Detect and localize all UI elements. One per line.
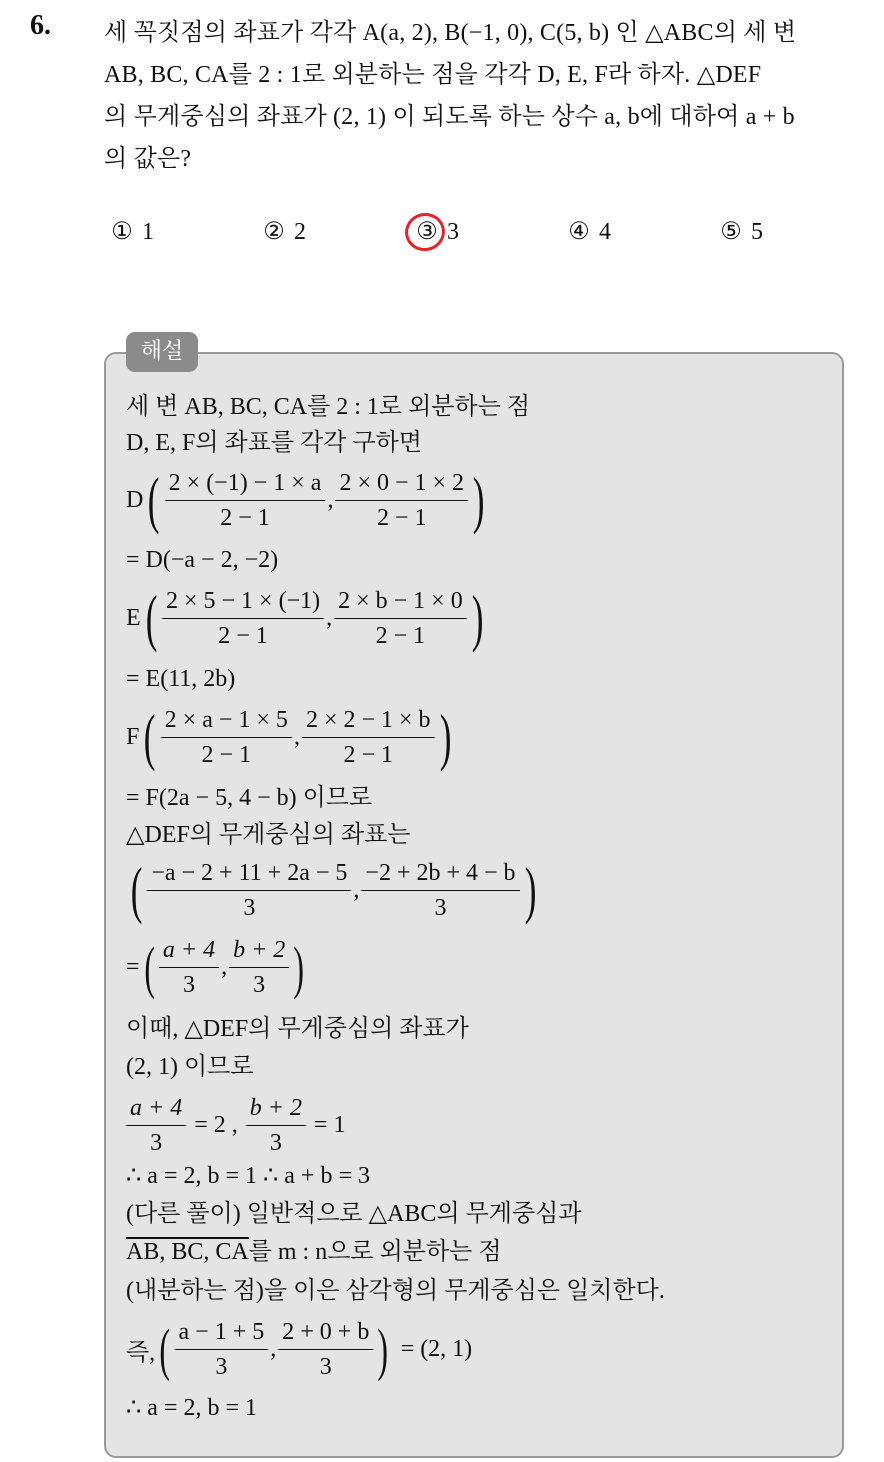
fraction <box>159 936 219 999</box>
left-paren: ( <box>145 582 158 653</box>
solution-line: = E(11, 2b) <box>126 666 236 692</box>
fraction <box>361 859 519 922</box>
denominator: 2 − 1 <box>161 737 292 769</box>
left-paren: ( <box>159 1316 171 1382</box>
fraction <box>302 706 435 769</box>
question-line: 의 무게중심의 좌표가 (2, 1) 이 되도록 하는 상수 a, b에 대하여 a + b <box>104 104 795 130</box>
comma: , <box>293 724 300 750</box>
fraction <box>335 469 468 532</box>
numerator: a + 4 <box>162 937 216 963</box>
numerator: 2 × 5 − 1 × (−1) <box>165 587 321 614</box>
equals-sign: = <box>126 954 140 980</box>
denominator: 3 <box>175 1349 269 1381</box>
solution-line: (내분하는 점)을 이은 삼각형의 무게중심은 일치한다. <box>126 1278 665 1304</box>
right-paren: ) <box>439 701 452 772</box>
question-line: AB, BC, CA를 2 : 1로 외분하는 점을 각각 D, E, F라 하자. △DEF <box>104 62 762 88</box>
question-line: 의 값은? <box>104 146 192 172</box>
solution-tag: 해설 <box>126 332 198 372</box>
overlined-segments: AB, BC, CA <box>126 1239 249 1265</box>
choice-marker: ① <box>111 219 133 245</box>
centroid-formula <box>126 854 541 925</box>
choice-marker: ③ <box>416 219 438 245</box>
numerator: 2 × b − 1 × 0 <box>338 587 463 614</box>
solution-line: ∴ a = 2, b = 1 <box>126 1395 257 1421</box>
solution-line: (2, 1) 이므로 <box>126 1054 254 1080</box>
centroid-simplified <box>126 936 309 999</box>
point-e-formula <box>126 582 488 653</box>
alternative-formula <box>126 1318 472 1381</box>
solution-line: △DEF의 무게중심의 좌표는 <box>126 822 411 848</box>
fraction <box>246 1094 306 1157</box>
choice-1[interactable] <box>108 210 154 254</box>
question-text <box>104 12 864 180</box>
question-line: 세 꼭짓점의 좌표가 각각 A(a, 2), B(−1, 0), C(5, b) 인 △ABC의 세 변 <box>104 20 797 46</box>
left-paren: ( <box>143 934 155 1000</box>
choice-marker: ② <box>263 219 285 245</box>
fraction <box>334 587 467 650</box>
question-number: 6. <box>30 10 51 41</box>
denominator: 3 <box>159 967 219 999</box>
fraction <box>165 469 326 532</box>
choice-5[interactable] <box>717 210 763 254</box>
point-label: F <box>126 723 140 750</box>
numerator: b + 2 <box>233 937 286 963</box>
choice-value: 3 <box>447 219 459 245</box>
fraction <box>147 859 351 922</box>
equation-result: = 2 , <box>194 1112 238 1138</box>
denominator: 3 <box>147 890 351 922</box>
fraction <box>161 706 292 769</box>
denominator: 3 <box>246 1125 306 1157</box>
numerator: 2 × a − 1 × 5 <box>164 706 288 733</box>
fraction <box>126 1094 186 1157</box>
solution-text: 를 m : n으로 외분하는 점 <box>248 1239 502 1265</box>
numerator: −a − 2 + 11 + 2a − 5 <box>151 859 348 886</box>
fraction <box>278 1318 373 1381</box>
numerator: 2 × 0 − 1 × 2 <box>339 469 465 496</box>
comma: , <box>327 487 334 513</box>
left-paren: ( <box>144 701 156 772</box>
solution-line: 세 변 AB, BC, CA를 2 : 1로 외분하는 점 <box>126 394 531 420</box>
point-label: D <box>126 486 144 513</box>
numerator: 2 × (−1) − 1 × a <box>168 469 322 496</box>
choice-value: 1 <box>142 219 154 245</box>
solution-line: (다른 풀이) 일반적으로 △ABC의 무게중심과 <box>126 1201 582 1227</box>
answer-choices <box>0 210 884 254</box>
right-paren: ) <box>471 582 484 653</box>
numerator: b + 2 <box>249 1095 302 1121</box>
right-paren: ) <box>472 464 485 535</box>
denominator: 3 <box>126 1125 186 1157</box>
solution-line: D, E, F의 좌표를 각각 구하면 <box>126 430 422 456</box>
formula-prefix: 즉, <box>126 1340 156 1366</box>
condition-equations <box>126 1094 346 1157</box>
equation-result: = 1 <box>313 1112 346 1138</box>
denominator: 3 <box>278 1349 373 1381</box>
denominator: 2 − 1 <box>162 618 324 650</box>
denominator: 2 − 1 <box>335 500 468 532</box>
selected-answer-circle <box>401 209 448 254</box>
solution-line <box>126 1237 502 1267</box>
right-paren: ) <box>293 934 305 1000</box>
point-d-formula <box>126 464 489 535</box>
comma: , <box>270 1336 277 1362</box>
denominator: 3 <box>229 967 289 999</box>
numerator: 2 + 0 + b <box>282 1319 370 1345</box>
solution-line: = F(2a − 5, 4 − b) 이므로 <box>126 785 373 811</box>
comma: , <box>326 605 333 631</box>
denominator: 2 − 1 <box>334 618 467 650</box>
choice-marker: ④ <box>568 219 590 245</box>
choice-3[interactable] <box>413 210 459 254</box>
choice-marker: ⑤ <box>720 219 742 245</box>
fraction <box>229 936 289 999</box>
numerator: a + 4 <box>130 1095 183 1121</box>
choice-2[interactable] <box>260 210 306 254</box>
numerator: 2 × 2 − 1 × b <box>305 706 431 733</box>
solution-line: = D(−a − 2, −2) <box>126 547 279 573</box>
choice-value: 5 <box>751 219 763 245</box>
left-paren: ( <box>148 464 160 535</box>
point-label: E <box>126 604 141 631</box>
fraction <box>162 587 324 650</box>
denominator: 3 <box>361 890 519 922</box>
fraction <box>175 1318 269 1381</box>
right-paren: ) <box>524 854 537 925</box>
right-paren: ) <box>377 1316 389 1382</box>
numerator: −2 + 2b + 4 − b <box>365 859 516 886</box>
equation-result: = (2, 1) <box>400 1336 473 1362</box>
denominator: 2 − 1 <box>302 737 435 769</box>
choice-value: 4 <box>599 219 611 245</box>
numerator: a − 1 + 5 <box>178 1319 265 1345</box>
solution-line: 이때, △DEF의 무게중심의 좌표가 <box>126 1016 469 1042</box>
denominator: 2 − 1 <box>165 500 326 532</box>
point-f-formula <box>126 701 456 772</box>
comma: , <box>353 877 360 903</box>
solution-line: ∴ a = 2, b = 1 ∴ a + b = 3 <box>126 1163 370 1189</box>
choice-value: 2 <box>294 219 306 245</box>
comma: , <box>221 954 228 980</box>
choice-4[interactable] <box>565 210 611 254</box>
left-paren: ( <box>130 854 143 925</box>
